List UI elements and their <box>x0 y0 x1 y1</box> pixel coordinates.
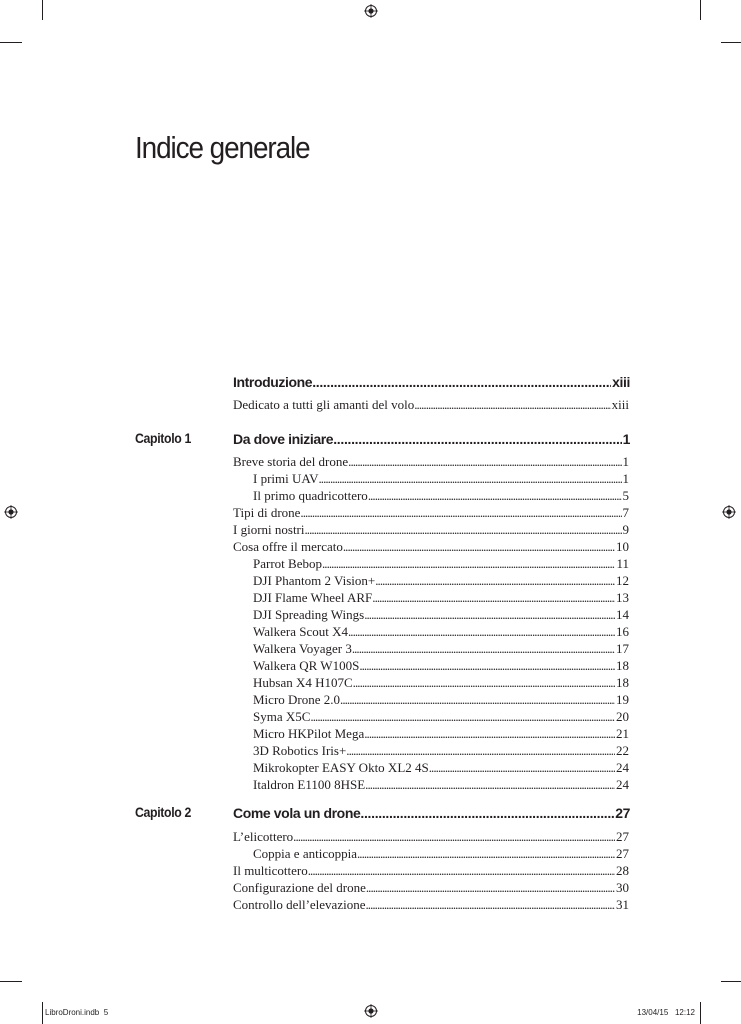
toc-page-number: 24 <box>616 760 629 775</box>
toc-entry-title: Da dove iniziare <box>233 431 334 447</box>
toc-subentry[interactable] <box>253 470 629 487</box>
toc-subentry[interactable] <box>253 691 629 708</box>
dot-leader <box>348 453 621 470</box>
toc-entry-title: Controllo dell’elevazione <box>233 897 366 912</box>
toc-page-number: 22 <box>616 743 629 758</box>
crop-mark <box>0 42 22 43</box>
dot-leader <box>353 674 615 691</box>
dot-leader <box>318 470 621 487</box>
toc-page-number: 1 <box>622 431 630 447</box>
toc-page-number: 7 <box>622 505 629 520</box>
toc-entry-title: 3D Robotics Iris+ <box>253 743 347 758</box>
toc-entry-title: Micro HKPilot Mega <box>253 726 365 741</box>
toc-page-number: xiii <box>611 397 629 412</box>
toc-page-number: 24 <box>616 777 629 792</box>
toc-page-number: 28 <box>616 863 629 878</box>
toc-heading[interactable] <box>233 803 630 823</box>
toc-entry[interactable] <box>233 862 629 879</box>
toc-page-number: 17 <box>616 641 629 656</box>
toc-page-number: 30 <box>616 880 629 895</box>
toc-page-number: 16 <box>616 624 629 639</box>
toc-entry-title: DJI Spreading Wings <box>253 607 365 622</box>
toc-subentry[interactable] <box>253 623 629 640</box>
dot-leader <box>293 828 615 845</box>
dot-leader <box>359 657 615 674</box>
toc-entry-title: Come vola un drone <box>233 805 361 821</box>
toc-entry-title: I giorni nostri <box>233 522 305 537</box>
toc-subentry[interactable] <box>253 708 629 725</box>
toc-page-number: 27 <box>615 805 630 821</box>
toc-entry[interactable] <box>233 504 629 521</box>
toc-subentry[interactable] <box>253 759 629 776</box>
toc-entry[interactable] <box>233 896 629 913</box>
toc-page-number: 18 <box>616 675 629 690</box>
footer-date: 13/04/15 <box>637 1008 669 1017</box>
crop-mark <box>42 1002 43 1024</box>
dot-leader <box>365 776 615 793</box>
dot-leader <box>346 742 615 759</box>
registration-mark-icon <box>364 1004 378 1018</box>
toc-subentry[interactable] <box>253 845 629 862</box>
toc-page-number: 31 <box>616 897 629 912</box>
toc-subentry[interactable] <box>253 555 629 572</box>
toc-entry-title: Parrot Bebop <box>253 556 322 571</box>
toc-page-number: 19 <box>616 692 629 707</box>
toc-subentry[interactable] <box>253 606 629 623</box>
dot-leader <box>322 555 616 572</box>
toc-page-number: 1 <box>622 454 629 469</box>
toc-page-number: 21 <box>616 726 629 741</box>
dot-leader <box>333 429 621 449</box>
toc-subentry[interactable] <box>253 776 629 793</box>
dot-leader <box>348 623 615 640</box>
toc-page-number: 9 <box>622 522 629 537</box>
toc-entry-title: Introduzione <box>233 374 313 390</box>
registration-mark-icon <box>364 4 378 18</box>
toc-entry-title: Walkera Voyager 3 <box>253 641 352 656</box>
toc-subentry[interactable] <box>253 589 629 606</box>
toc-entry-title: DJI Phantom 2 Vision+ <box>253 573 376 588</box>
toc-entry-title: Micro Drone 2.0 <box>253 692 341 707</box>
dot-leader <box>312 372 611 392</box>
toc-page-number: 27 <box>616 829 629 844</box>
toc-entry-title: Walkera Scout X4 <box>253 624 348 639</box>
footer-filename <box>45 1008 108 1017</box>
toc-subentry[interactable] <box>253 640 629 657</box>
toc-entry-title: Syma X5C <box>253 709 311 724</box>
dot-leader <box>340 691 615 708</box>
toc-entry-title: Breve storia del drone <box>233 454 349 469</box>
toc-subentry[interactable] <box>253 487 629 504</box>
toc-subentry[interactable] <box>253 742 629 759</box>
dot-leader <box>429 759 615 776</box>
dot-leader <box>372 589 615 606</box>
footer-time: 12:12 <box>674 1008 695 1017</box>
dot-leader <box>300 504 621 521</box>
dot-leader <box>368 487 622 504</box>
toc-page-number: 10 <box>616 539 629 554</box>
toc-subentry[interactable] <box>253 572 629 589</box>
toc-subentry[interactable] <box>253 657 629 674</box>
crop-mark <box>700 1002 701 1024</box>
dot-leader <box>310 708 615 725</box>
toc-heading[interactable] <box>233 372 630 392</box>
toc-entry-title: L’elicottero <box>233 829 294 844</box>
crop-mark <box>721 981 741 982</box>
crop-mark <box>700 0 701 20</box>
toc-page-number: 14 <box>616 607 629 622</box>
registration-mark-icon <box>722 505 736 519</box>
footer-sheet: 5 <box>103 1008 109 1017</box>
toc-entry[interactable] <box>233 396 629 413</box>
toc-entry[interactable] <box>233 453 629 470</box>
dot-leader <box>360 803 614 823</box>
toc-entry-title: DJI Flame Wheel ARF <box>253 590 373 605</box>
toc-page-number: 5 <box>622 488 629 503</box>
chapter-label: Capitolo 2 <box>135 804 192 820</box>
toc-entry[interactable] <box>233 521 629 538</box>
toc-page-number: 1 <box>622 471 629 486</box>
toc-entry-title: Coppia e anticoppia <box>253 846 357 861</box>
dot-leader <box>375 572 615 589</box>
toc-page-number: 13 <box>616 590 629 605</box>
toc-entry-title: Cosa offre il mercato <box>233 539 343 554</box>
toc-entry-title: Configurazione del drone <box>233 880 366 895</box>
dot-leader <box>366 879 615 896</box>
toc-page-number: 11 <box>616 556 629 571</box>
dot-leader <box>364 725 615 742</box>
toc-entry-title: Hubsan X4 H107C <box>253 675 353 690</box>
dot-leader <box>414 396 610 413</box>
toc-page-number: 20 <box>616 709 629 724</box>
toc-entry-title: Mikrokopter EASY Okto XL2 4S <box>253 760 429 775</box>
toc-entry-title: Il multicottero <box>233 863 308 878</box>
dot-leader <box>305 521 622 538</box>
toc-entry[interactable] <box>233 828 629 845</box>
crop-mark <box>721 42 741 43</box>
dot-leader <box>343 538 615 555</box>
toc-entry-title: Dedicato a tutti gli amanti del volo <box>233 397 415 412</box>
footer-timestamp <box>637 1008 695 1017</box>
footer-file: LibroDroni.indb <box>45 1008 100 1017</box>
toc-heading[interactable] <box>233 429 630 449</box>
toc-entry-title: Il primo quadricottero <box>253 488 368 503</box>
dot-leader <box>365 896 615 913</box>
page-title: Indice generale <box>135 130 310 165</box>
toc-page-number: xiii <box>612 374 630 390</box>
crop-mark <box>42 0 43 20</box>
toc-entry-title: I primi UAV <box>253 471 319 486</box>
toc-entry-title: Tipi di drone <box>233 505 301 520</box>
registration-mark-icon <box>4 505 18 519</box>
chapter-label: Capitolo 1 <box>135 430 192 446</box>
toc-entry[interactable] <box>233 538 629 555</box>
toc-subentry[interactable] <box>253 725 629 742</box>
dot-leader <box>364 606 615 623</box>
toc-page-number: 27 <box>616 846 629 861</box>
toc-entry[interactable] <box>233 879 629 896</box>
toc-entry-title: Italdron E1100 8HSE <box>253 777 366 792</box>
crop-mark <box>0 981 22 982</box>
dot-leader <box>352 640 615 657</box>
toc-subentry[interactable] <box>253 674 629 691</box>
toc-entry-title: Walkera QR W100S <box>253 658 360 673</box>
toc-page-number: 12 <box>616 573 629 588</box>
dot-leader <box>308 862 615 879</box>
dot-leader <box>357 845 615 862</box>
toc-page-number: 18 <box>616 658 629 673</box>
